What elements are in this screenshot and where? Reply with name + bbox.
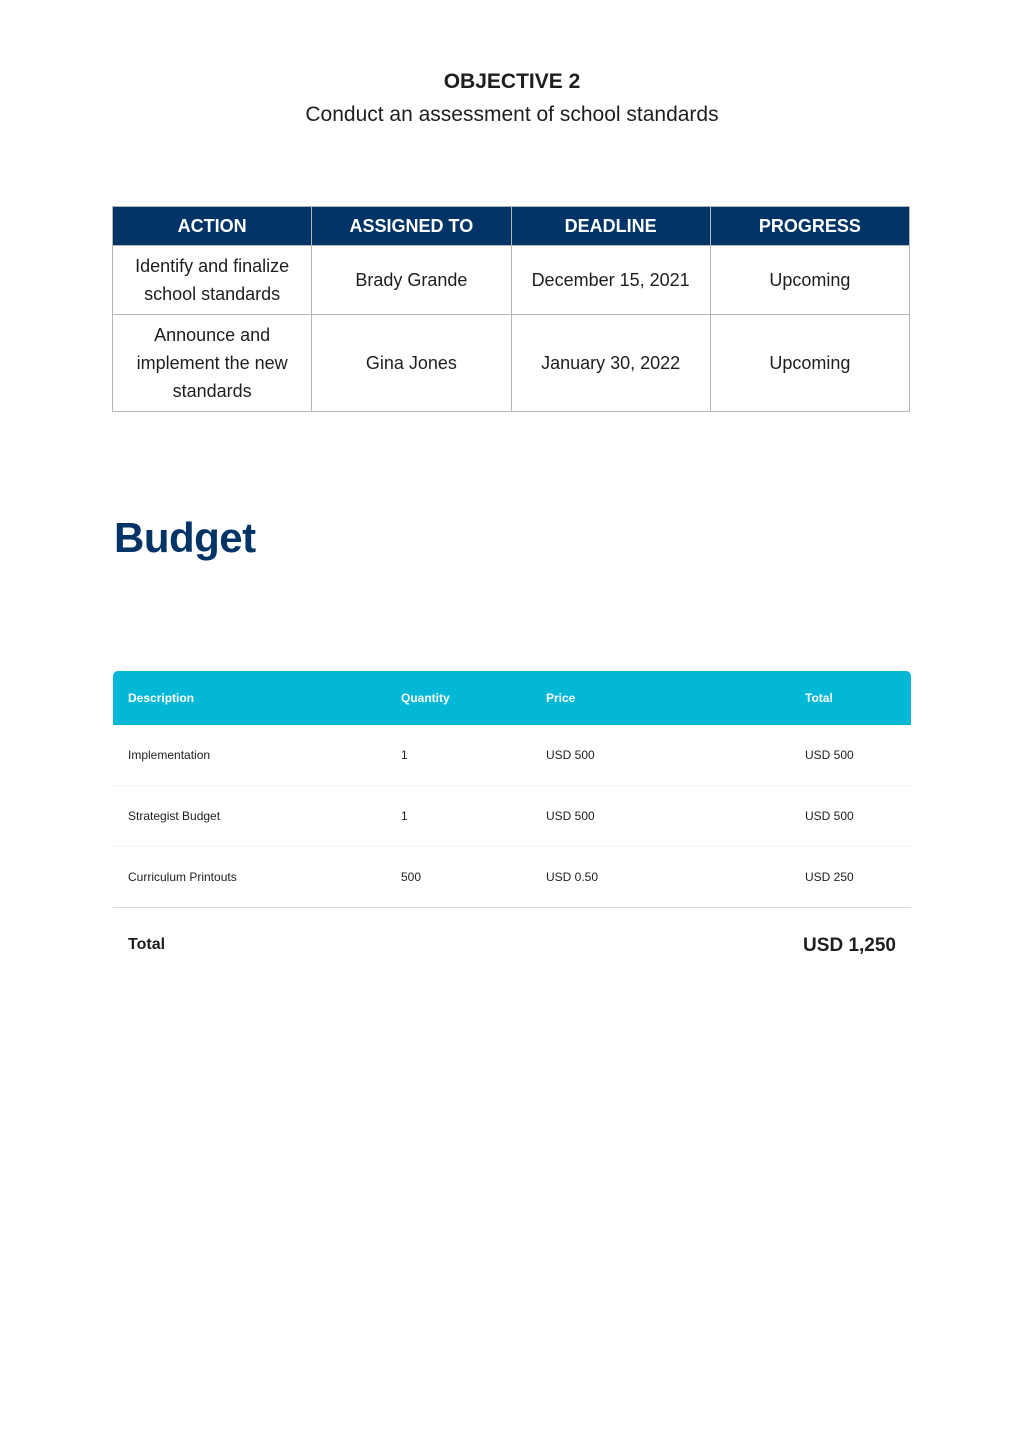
budget-cell-quantity: 1	[401, 748, 408, 762]
action-table	[112, 206, 910, 412]
header-action: ACTION	[113, 207, 312, 246]
budget-cell-price: USD 500	[546, 748, 595, 762]
header-progress: PROGRESS	[710, 207, 909, 246]
action-table-header-row	[113, 207, 910, 246]
budget-cell-description: Curriculum Printouts	[128, 870, 237, 884]
budget-total-label: Total	[128, 936, 166, 953]
objective-description: Conduct an assessment of school standards	[305, 103, 719, 126]
budget-cell-price: USD 0.50	[546, 870, 599, 884]
cell-deadline: December 15, 2021	[511, 246, 710, 315]
table-row	[113, 315, 910, 412]
budget-total-value: USD 1,250	[803, 935, 896, 956]
cell-assigned-to: Gina Jones	[312, 315, 511, 412]
budget-title: Budget	[114, 514, 256, 561]
budget-cell-total: USD 500	[805, 748, 854, 762]
budget-header-price: Price	[546, 691, 576, 705]
budget-header-description: Description	[128, 691, 195, 705]
cell-assigned-to: Brady Grande	[312, 246, 511, 315]
cell-deadline: January 30, 2022	[511, 315, 710, 412]
objective-heading	[0, 68, 1024, 129]
budget-row	[113, 786, 911, 847]
budget-row	[113, 847, 911, 908]
cell-progress: Upcoming	[710, 315, 909, 412]
cell-progress: Upcoming	[710, 246, 909, 315]
budget-cell-description: Strategist Budget	[128, 809, 221, 823]
budget-header-quantity: Quantity	[401, 691, 450, 705]
cell-action: Announce and implement the new standards	[113, 315, 312, 412]
objective-label: OBJECTIVE 2	[443, 70, 581, 93]
cell-action: Identify and finalize school standards	[113, 246, 312, 315]
budget-cell-total: USD 250	[805, 870, 854, 884]
budget-cell-quantity: 1	[401, 809, 408, 823]
header-deadline: DEADLINE	[511, 207, 710, 246]
budget-cell-total: USD 500	[805, 809, 854, 823]
budget-cell-description: Implementation	[128, 748, 211, 762]
budget-cell-price: USD 500	[546, 809, 595, 823]
table-row	[113, 246, 910, 315]
budget-header-row	[113, 671, 911, 725]
budget-total-row	[113, 908, 911, 986]
budget-row	[113, 725, 911, 786]
budget-header-total: Total	[805, 691, 833, 705]
budget-table	[113, 671, 911, 986]
budget-cell-quantity: 500	[401, 870, 422, 884]
header-assigned-to: ASSIGNED TO	[312, 207, 511, 246]
